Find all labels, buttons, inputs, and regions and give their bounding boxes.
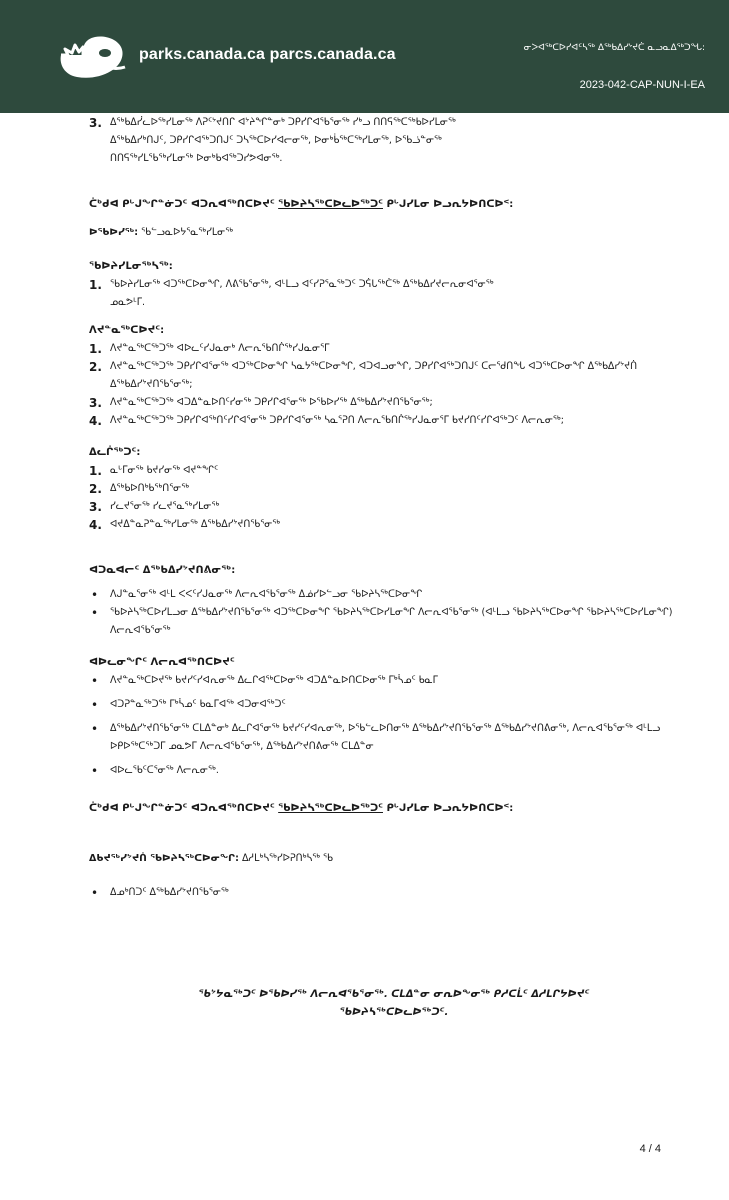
list-item: 1. ᓇᒡᒥᓂᖅ ᑲᔪᓯᓂᖅ ᐊᔪᓐᖏᑦ [89, 464, 219, 478]
section-heading: ᑖᒃᑯᐊ ᑭᒡᒍᖏᓐᓃᑐᑦ ᐊᑐᕆᐊᖅᑎᑕᐅᔪᑦ ᖃᐅᔨᓴᖅᑕᐅᓚᐅᖅᑐᑦ ᑭᒡᒍᓯᒪᓂ ᐅᓗᕆᔭᐅᑎᑕᐅᑉ: [89, 803, 514, 814]
list-item: • ᐱᔪᓐᓇᖅᑕᐅᔪᖅ ᑲᔪᓯᑦᓯᐊᕆᓂᖅ ᐃᓚᒋᐊᖅᑕᐅᓂᖅ ᐊᑐᐃᓐᓇᐅᑎᑕᐅᓂᖅ ᒥᒃᓵᓄᑦ ᑲᓇᒥ [89, 672, 699, 690]
beaver-logo-icon [55, 31, 129, 81]
list-item: • ᐊᑐᕈᓐᓇᖅᑐᖅ ᒥᒃᓵᓄᑦ ᑲᓇᒥᐊᖅ ᐊᑐᓂᐊᖅᑐᑦ [89, 696, 699, 714]
document-title: ᓂᐳᐊᖅᑕᐅᓯᐊᑦᓴᖅ ᐃᖅᑲᐃᓯᔾᔪᑖ ᓇᓗᓇᐃᖅᑐᖓ: [523, 43, 705, 53]
list-item: 1. ᖃᐅᔨᓯᒪᓂᖅ ᐊᑐᖅᑕᐅᓂᖏ, ᐱᕕᖃᕐᓂᖅ, ᐊᒻᒪᓗ ᐊᑦᓯᕈᕐᓇᖅᑐᑦ ᑐᕌᒐᖅᑖᖅ ᐃᖅᑲᐃᓯᔪᓕᕆᓂᐊᕐᓂᖅ ᓄᓇᕗᒻᒥ. [89, 278, 494, 308]
project-label: ᐅᖃᐅᓯᖅ: [89, 227, 139, 238]
list-item: 4. ᐊᔪᐃᓐᓇᕈᓐᓇᖅᓯᒪᓂᖅ ᐃᖅᑲᐃᓯᔾᔪᑎᖃᕐᓂᖅ [89, 518, 281, 532]
list-item: • ᐃᖅᑲᐃᓯᔾᔪᑎᖃᕐᓂᖅ ᑕᒪᐃᓐᓂᒃ ᐃᓚᒋᐊᕐᓂᖅ ᑲᔪᓯᑦᓯᐊᕆᓂᖅ, ᐅᖃᓪᓚᐅᑎᓂᖅ ᐃᖅᑲᐃᓯᔾᔪᑎᖃᕐᓂᖅ ᐃᖅᑲᐃᓯᔾᔪᑎᕕᓂᖅ, ᐱᓕᕆᐊᖃᕐᓂᖅ ᐊᒻᒪᓗ ᐅᑭᐅᖅᑕᖅᑐᒥ ᓄᓇᕗᒥ ᐱᓕᕆᐊᖃᕐᓂᖅ, ᐃᖅᑲᐃᓯᔾᔪᑎᕕᓂᖅ ᑕᒪᐃᓐᓂ [89, 720, 699, 756]
closing-statement: ᖃᔾᔭᓇᖅᑐᑦ ᐅᖃᐅᓯᖅ ᐱᓕᕆᐊᖃᕐᓂᖅ. ᑕᒪᐃᓐᓂ ᓂᕆᐅᖕᓂᖅ ᑭᓱᑕᒫᑦ ᐃᓱᒪᒋᔭᐅᔪᑦ ᖃᐅᔨᓴᖅᑕᐅᓚᐅᖅᑐᑦ. [198, 989, 590, 1018]
item-line: ᑎᑎᕋᖅᓯᒪᖃᖅᓯᒪᓂᖅ ᐅᓂᒃᑲᐊᖅᑐᓯᕗᐊᓂᖅ. [110, 153, 283, 164]
support-line [89, 850, 699, 868]
duration-heading: ᐃᓚᒌᖅᑐᑦ: [89, 447, 141, 458]
list-item: 3. ᓯᓚᔪᕐᓂᖅ ᓯᓚᔪᕐᓇᖅᓯᒪᓂᖅ [89, 500, 220, 514]
description-list [89, 276, 699, 312]
list-item [89, 114, 699, 168]
document-body [89, 118, 699, 1022]
item-line: ᐃᖅᑲᐃᓰᓚᐅᖅᓯᒪᓂᖅ ᐱᕈᑦᔾᔪᑎᒋ ᐊᔾᔨᖏᓐᓂᒃ ᑐᑭᓯᒋᐊᖃᕐᓂᖅ ᓯᒃᓗ ᑎᑎᕋᖅᑕᖅᑲᐅᓯᒪᓂᖅ [110, 117, 456, 128]
list-item: 2. ᐱᔪᓐᓇᖅᑕᖅᑐᖅ ᑐᑭᓯᒋᐊᕐᓂᖅ ᐊᑐᖅᑕᐅᓂᖏ ᓴᓇᔭᖅᑕᐅᓂᖏ, ᐊᑐᐊᓗᓂᖏ, ᑐᑭᓯᒋᐊᖅᑐᑎᒍᑦ ᑕᓕᖁᑎᖓ ᐊᑐᖅᑕᐅᓂᖏ ᐃᖅᑲᐃᓯᔾᔪᑏ ᐃᖅᑲᐃᓯᔾᔪᑎᖃᕐᓂᖅ; [89, 360, 638, 390]
section1-list [89, 114, 699, 168]
objectives-heading: ᐱᔪᓐᓇᖅᑕᐅᔪᑦ: [89, 325, 165, 336]
list-item: • ᐱᒍᓐᓇᕐᓂᖅ ᐊᒻᒪ ᐸᐸᑦᓯᒍᓇᓂᖅ ᐱᓕᕆᐊᖃᕐᓂᖅ ᐃᓅᓯᐅᓪᓗᓂ ᖃᐅᔨᓴᖅᑕᐅᓂᖏ [89, 586, 699, 604]
objectives-list [89, 340, 699, 430]
list-number: 3. [89, 116, 102, 130]
list-item: 2. ᐃᖅᑲᐅᑎᒃᑲᖅᑎᕐᓂᖅ [89, 482, 190, 496]
support-list [89, 884, 699, 902]
procedure-heading: ᐊᐅᓚᓂᖏᑦ ᐱᓕᕆᐊᖅᑎᑕᐅᔪᑦ [89, 657, 235, 668]
phase-heading: ᐊᑐᓇᐊᓕᑦ ᐃᖅᑲᐃᓯᔾᔪᑎᕕᓂᖅ: [89, 565, 236, 576]
duration-list [89, 462, 699, 534]
phase-list [89, 586, 699, 640]
list-item: 3. ᐱᔪᓐᓇᖅᑕᖅᑐᖅ ᐊᑐᐃᓐᓇᐅᑎᑦᓯᓂᖅ ᑐᑭᓯᒋᐊᕐᓂᖅ ᐅᖃᐅᓯᖅ ᐃᖅᑲᐃᓯᔾᔪᑎᖃᕐᓂᖅ; [89, 396, 433, 410]
list-item: • ᖃᐅᔨᓴᖅᑕᐅᓯᒪᓗᓂ ᐃᖅᑲᐃᓯᔾᔪᑎᖃᕐᓂᖅ ᐊᑐᖅᑕᐅᓂᖏ ᖃᐅᔨᓴᖅᑕᐅᓯᒪᓂᖏ ᐱᓕᕆᐊᖃᕐᓂᖅ (ᐊᒻᒪᓗ ᖃᐅᔨᓴᖅᑕᐅᓂᖏ ᖃᐅᔨᓴᖅᑕᐅᓯᒪᓂᖏ) ᐱᓕᕆᐊᖃᕐᓂᖅ [89, 604, 699, 640]
project-value: ᖃᓪᓗᓇᐅᔭᕐᓇᖅᓯᒪᓂᖅ [141, 227, 234, 238]
site-domains[interactable]: parks.canada.ca parcs.canada.ca [139, 46, 396, 63]
list-number: 1. [89, 278, 102, 292]
list-item: 4. ᐱᔪᓐᓇᖅᑕᖅᑐᖅ ᑐᑭᓯᒋᐊᖅᑎᑦᓯᒋᐊᕐᓂᖅ ᑐᑭᓯᒋᐊᕐᓂᖅ ᓴᓇᕐᕈᑎ ᐱᓕᕆᖃᑎᒌᖅᓯᒍᓇᓂᕐᒥ ᑲᔪᓯᑎᑦᓯᒋᐊᖅᑐᑦ ᐱᓕᕆᓂᖅ; [89, 414, 564, 428]
item-line: ᐃᖅᑲᐃᓯᒃᑎᒍᑦ, ᑐᑭᓯᒋᐊᖅᑐᑎᒍᑦ ᑐᓴᖅᑕᐅᓯᐊᓕᓂᖅ, ᐅᓂᒃᑳᖅᑕᖅᓯᒪᓂᖅ, ᐅᖃᓘᓐᓂᖅ [110, 135, 442, 146]
list-item: • ᐊᐅᓚᖃᑦᑕᕐᓂᖅ ᐱᓕᕆᓂᖅ. [89, 762, 699, 780]
page-header [0, 0, 729, 113]
section-heading: ᑖᒃᑯᐊ ᑭᒡᒍᖏᓐᓃᑐᑦ ᐊᑐᕆᐊᖅᑎᑕᐅᔪᑦ ᖃᐅᔨᓴᖅᑕᐅᓚᐅᖅᑐᑦ ᑭᒡᒍᓯᒪᓂ ᐅᓗᕆᔭᐅᑎᑕᐅᑉ: [89, 199, 514, 210]
project-line [89, 224, 699, 242]
list-item: • ᐃᓄᒃᑎᑐᑦ ᐃᖅᑲᐃᓯᔾᔪᑎᖃᕐᓂᖅ [89, 884, 699, 902]
procedure-list [89, 672, 699, 780]
page-number: 4 / 4 [639, 1143, 661, 1155]
list-item: 1. ᐱᔪᓐᓇᖅᑕᖅᑐᖅ ᐊᐅᓚᑦᓯᒍᓇᓂᒃ ᐱᓕᕆᖃᑎᒌᖅᓯᒍᓇᓂᕐᒥ [89, 342, 330, 356]
description-heading: ᖃᐅᔨᓯᒪᓂᖅᓴᖅ: [89, 261, 173, 272]
support-label: ᐃᑲᔪᖅᓯᔾᔪᑏ ᖃᐅᔨᓴᖅᑕᐅᓂᖏ: [89, 853, 239, 864]
document-code: 2023-042-CAP-NUN-I-EA [579, 79, 705, 91]
support-value: ᐃᓱᒪᒃᓴᖅᓯᐅᕈᑎᒃᓴᖅ ᖃ [241, 853, 334, 864]
